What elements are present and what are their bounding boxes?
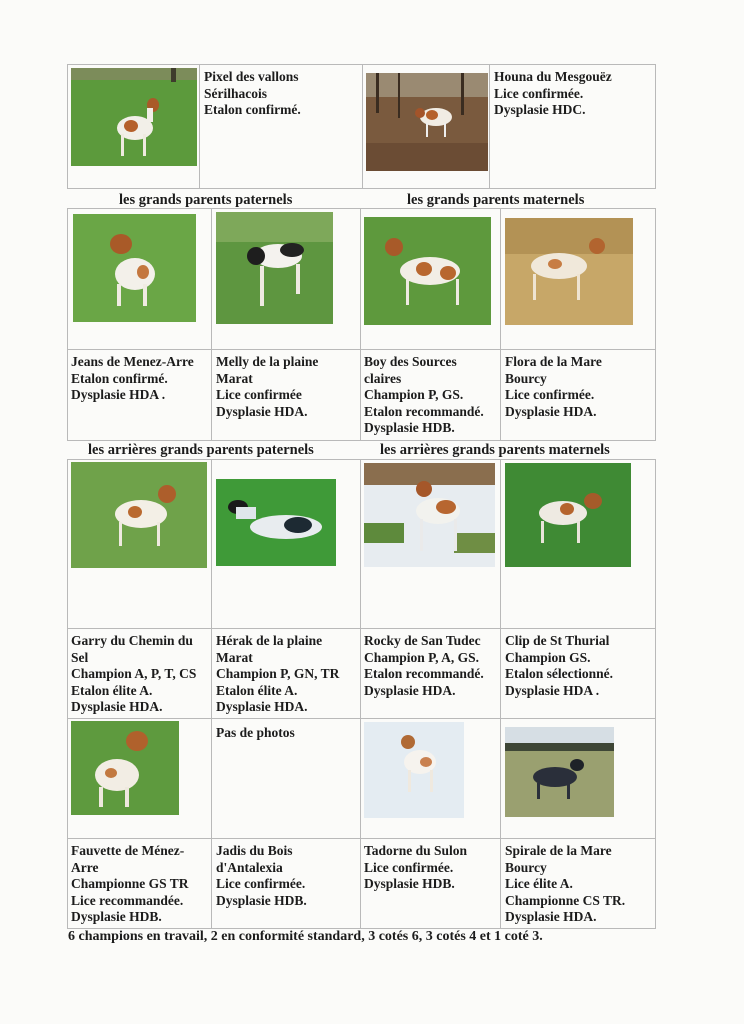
great-grandparent-caption: Tadorne du Sulon Lice confirmée. Dysplasie HDB.	[364, 843, 468, 891]
photo-spirale	[505, 727, 614, 817]
great-grandparent-caption: Hérak de la plaine Marat Champion P, GN, TR Etalon élite A. Dysplasie HDA.	[216, 633, 340, 714]
photo-flora	[505, 218, 633, 325]
grandparent-caption: Jeans de Menez-Arre Etalon confirmé. Dysplasie HDA .	[71, 354, 194, 402]
parent-caption: Pixel des vallons Sérilhacois Etalon confirmé.	[204, 69, 301, 117]
photo-clip	[505, 463, 631, 567]
grandparent-caption: Flora de la Mare Bourcy Lice confirmée. Dysplasie HDA.	[505, 354, 602, 419]
photo-pixel	[71, 68, 197, 166]
grandparent-caption: Melly de la plaine Marat Lice confirmée Dysplasie HDA.	[216, 354, 319, 419]
photo-jeans	[73, 214, 196, 322]
heading-gp-paternal: les grands parents paternels	[119, 192, 293, 208]
great-grandparent-caption: Fauvette de Ménez- Arre Championne GS TR Lice recommandée. Dysplasie HDB.	[71, 843, 189, 924]
parent-caption: Houna du Mesgouëz Lice confirmée. Dysplasie HDC.	[494, 69, 612, 117]
photo-rocky	[364, 463, 495, 567]
great-grandparent-caption: Jadis du Bois d'Antalexia Lice confirmée. Dysplasie HDB.	[216, 843, 307, 908]
great-grandparent-caption: Rocky de San Tudec Champion P, A, GS. Etalon recommandé. Dysplasie HDA.	[364, 633, 484, 698]
heading-gp-maternal: les grands parents maternels	[407, 192, 585, 208]
heading-agp-paternal: les arrières grands parents paternels	[88, 442, 314, 458]
no-photo-label: Pas de photos	[216, 725, 295, 740]
grandparent-caption: Boy des Sources claires Champion P, GS. Etalon recommandé. Dysplasie HDB.	[364, 354, 484, 435]
great-grandparent-caption: Clip de St Thurial Champion GS. Etalon sélectionné. Dysplasie HDA .	[505, 633, 613, 698]
summary-footer: 6 champions en travail, 2 en conformité standard, 3 cotés 6, 3 cotés 4 et 1 coté 3.	[68, 929, 543, 944]
great-grandparent-caption: Garry du Chemin du Sel Champion A, P, T, CS Etalon élite A. Dysplasie HDA.	[71, 633, 197, 714]
heading-agp-maternal: les arrières grands parents maternels	[380, 442, 610, 458]
photo-houna	[366, 73, 488, 171]
great-grandparent-caption: Spirale de la Mare Bourcy Lice élite A. Championne CS TR. Dysplasie HDA.	[505, 843, 626, 924]
photo-melly	[216, 212, 333, 324]
photo-boy	[364, 217, 491, 325]
photo-herak	[216, 479, 336, 566]
photo-tadorne	[364, 722, 464, 818]
photo-fauvette	[71, 721, 179, 815]
photo-garry	[71, 462, 207, 568]
